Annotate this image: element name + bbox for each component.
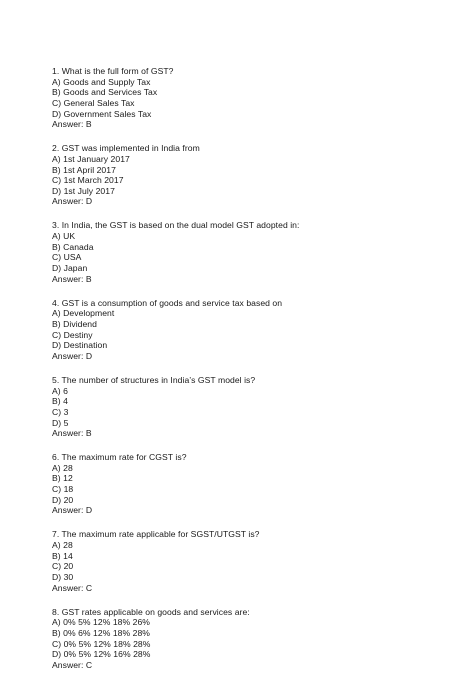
option-b: B) 1st April 2017 [52, 164, 116, 175]
answer-text: Answer: B [52, 428, 92, 439]
question-text: 3. In India, the GST is based on the dual model GST adopted in: [52, 220, 300, 231]
option-c: C) 20 [52, 561, 74, 572]
question-block-7 [52, 529, 452, 593]
option-b: B) Goods and Services Tax [52, 87, 158, 98]
answer-text: Answer: B [52, 119, 92, 130]
quiz-list [52, 66, 452, 684]
option-a: A) UK [52, 231, 76, 242]
option-d: D) Government Sales Tax [52, 108, 152, 119]
answer-text: Answer: D [52, 196, 93, 207]
option-d: D) 30 [52, 571, 74, 582]
question-block-1 [52, 66, 452, 130]
option-b: B) 12 [52, 473, 73, 484]
option-b: B) Canada [52, 241, 94, 252]
question-block-4 [52, 298, 452, 362]
option-c: C) Destiny [52, 329, 93, 340]
option-b: B) Dividend [52, 318, 97, 329]
answer-text: Answer: C [52, 582, 93, 593]
question-text: 4. GST is a consumption of goods and service tax based on [52, 297, 283, 308]
option-d: D) 0% 5% 12% 16% 28% [52, 649, 151, 660]
question-block-2 [52, 143, 452, 207]
question-block-5 [52, 375, 452, 439]
option-c: C) 1st March 2017 [52, 175, 124, 186]
answer-text: Answer: D [52, 505, 93, 516]
question-text: 8. GST rates applicable on goods and services are: [52, 606, 250, 617]
option-a: A) 28 [52, 540, 73, 551]
question-text: 2. GST was implemented in India from [52, 143, 200, 154]
option-c: C) 18 [52, 484, 74, 495]
option-a: A) 6 [52, 385, 68, 396]
option-c: C) USA [52, 252, 82, 263]
answer-text: Answer: D [52, 350, 93, 361]
option-d: D) 5 [52, 417, 69, 428]
option-d: D) Japan [52, 263, 88, 274]
question-block-6 [52, 452, 452, 516]
option-d: D) 20 [52, 494, 74, 505]
option-d: D) 1st July 2017 [52, 185, 115, 196]
question-text: 6. The maximum rate for CGST is? [52, 452, 187, 463]
option-b: B) 4 [52, 396, 68, 407]
option-c: C) General Sales Tax [52, 97, 135, 108]
option-b: B) 14 [52, 550, 73, 561]
option-b: B) 0% 6% 12% 18% 28% [52, 627, 150, 638]
option-a: A) 0% 5% 12% 18% 26% [52, 617, 150, 628]
question-text: 1. What is the full form of GST? [52, 66, 174, 76]
question-block-3 [52, 220, 452, 284]
option-c: C) 0% 5% 12% 18% 28% [52, 638, 151, 649]
option-c: C) 3 [52, 406, 69, 417]
option-a: A) Goods and Supply Tax [52, 76, 151, 87]
option-a: A) 1st January 2017 [52, 153, 130, 164]
option-a: A) 28 [52, 462, 73, 473]
question-text: 5. The number of structures in India’s GST model is? [52, 374, 256, 385]
question-block-8 [52, 607, 452, 671]
question-text: 7. The maximum rate applicable for SGST/UTGST is? [52, 529, 260, 540]
option-d: D) Destination [52, 340, 108, 351]
option-a: A) Development [52, 308, 115, 319]
answer-text: Answer: C [52, 659, 93, 670]
answer-text: Answer: B [52, 273, 92, 284]
